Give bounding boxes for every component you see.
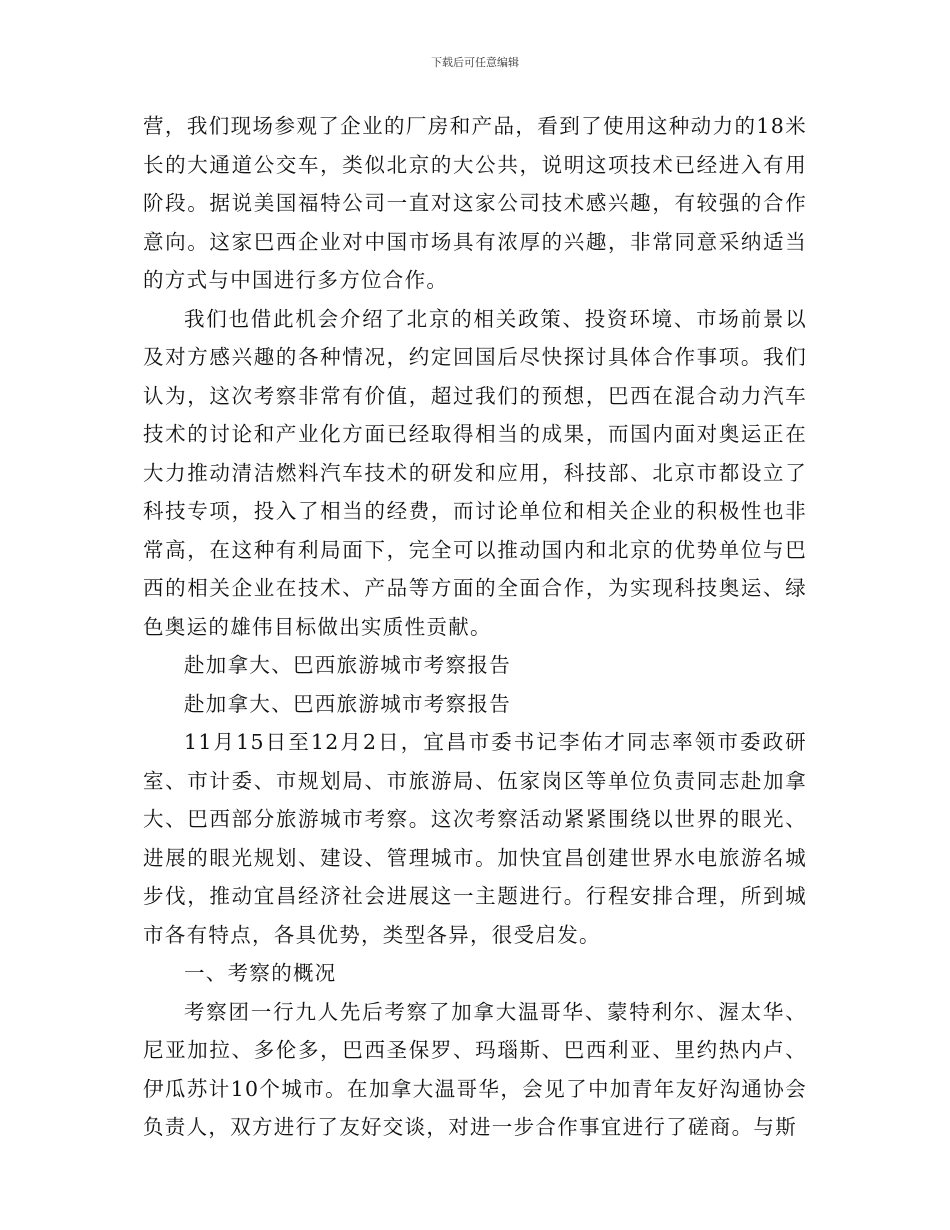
- section-heading: 一、考察的概况: [184, 961, 337, 985]
- paragraph: 11月15日至12月2日，宜昌市委书记李佑才同志率领市委政研室、市计委、市规划局、市旅游局、伍家岗区等单位负责同志赴加拿大、巴西部分旅游城市考察。这次考察活动紧紧围绕以世界的眼光、进展的眼光规划、建设、管理城市。加快宜昌创建世界水电旅游名城步伐，推动宜昌经济社会进展这一主题进行。行程安排合理，所到城市各有特点，各具优势，类型各异，很受启发。: [143, 730, 807, 947]
- report-title-repeat: 赴加拿大、巴西旅游城市考察报告: [184, 691, 511, 716]
- paragraph: 我们也借此机会介绍了北京的相关政策、投资环境、市场前景以及对方感兴趣的各种情况，约定回国后尽快探讨具体合作事项。我们认为，这次考察非常有价值，超过我们的预想，巴西在混合动力汽车技术的讨论和产业化方面已经取得相当的成果，而国内面对奥运正在大力推动清洁燃料汽车技术的研发和应用，科技部、北京市都设立了科技专项，投入了相当的经费，而讨论单位和相关企业的积极性也非常高，在这种有利局面下，完全可以推动国内和北京的优势单位与巴西的相关企业在技术、产品等方面的全面合作，为实现科技奥运、绿色奥运的雄伟目标做出实质性贡献。: [143, 306, 807, 639]
- report-title: 赴加拿大、巴西旅游城市考察报告: [184, 653, 511, 677]
- page-header: 下载后可任意编辑: [431, 56, 519, 69]
- paragraph: 考察团一行九人先后考察了加拿大温哥华、蒙特利尔、渥太华、尼亚加拉、多伦多，巴西圣保罗、玛瑙斯、巴西利亚、里约热内卢、伊瓜苏计10个城市。在加拿大温哥华，会见了中加青年友好沟通协会负责人，双方进行了友好交谈，对进一步合作事宜进行了磋商。与斯: [143, 999, 807, 1139]
- document-body: [143, 107, 807, 1147]
- paragraph-continuation: 营，我们现场参观了企业的厂房和产品，看到了使用这种动力的18米长的大通道公交车，类似北京的大公共，说明这项技术已经进入有用阶段。据说美国福特公司一直对这家公司技术感兴趣，有较强的合作意向。这家巴西企业对中国市场具有浓厚的兴趣，非常同意采纳适当的方式与中国进行多方位合作。: [143, 114, 807, 292]
